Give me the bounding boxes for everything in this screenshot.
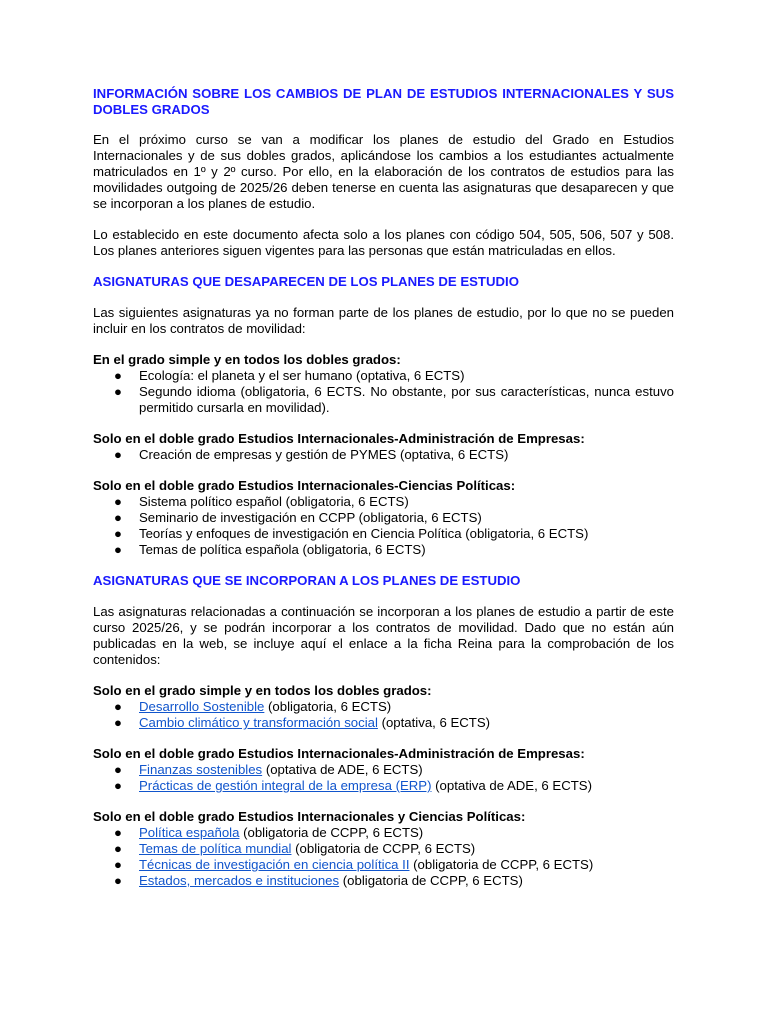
- intro-paragraph-2: Lo establecido en este documento afecta solo a los planes con código 504, 505, 506, 507 y 508. Los planes anteriores siguen vigentes para las personas que están matriculadas en ellos.: [93, 227, 674, 258]
- bullet-icon: ●: [114, 494, 122, 509]
- bullet-icon: ●: [114, 825, 122, 840]
- bullet-icon: ●: [114, 857, 122, 872]
- bullet-icon: ●: [114, 699, 122, 714]
- added-group-1-list: [93, 699, 674, 731]
- list-item: ● Temas de política mundial (obligatoria de CCPP, 6 ECTS): [114, 841, 476, 856]
- removed-group-1-heading: En el grado simple y en todos los dobles grados:: [93, 352, 401, 367]
- section-2-paragraph: Las asignaturas relacionadas a continuación se incorporan a los planes de estudio a partir de este curso 2025/26, y se podrán incorporar a los contratos de movilidad. Dado que no están aún publicadas en la web, se incluye aquí el enlace a la ficha Reina para la comprobación de los contenidos:: [93, 604, 674, 667]
- list-item: ● Cambio climático y transformación social (optativa, 6 ECTS): [114, 715, 491, 730]
- list-item: ● Temas de política española (obligatoria, 6 ECTS): [114, 542, 426, 557]
- bullet-icon: ●: [114, 368, 122, 383]
- subject-link-politica-espanola[interactable]: Política española: [139, 825, 240, 840]
- added-group-2-list: [93, 762, 674, 794]
- subject-link-estados-mercados[interactable]: Estados, mercados e instituciones: [139, 873, 340, 888]
- bullet-icon: ●: [114, 715, 122, 730]
- list-item: ● Técnicas de investigación en ciencia política II (obligatoria de CCPP, 6 ECTS): [114, 857, 594, 872]
- removed-group-3-heading: Solo en el doble grado Estudios Internacionales-Ciencias Políticas:: [93, 478, 516, 493]
- subject-link-tecnicas-investigacion[interactable]: Técnicas de investigación en ciencia política II: [139, 857, 410, 872]
- bullet-icon: ●: [114, 762, 122, 777]
- bullet-icon: ●: [114, 841, 122, 856]
- bullet-icon: ●: [114, 384, 122, 399]
- removed-group-1-list: [93, 368, 674, 416]
- subject-link-practicas-erp[interactable]: Prácticas de gestión integral de la empresa (ERP): [139, 778, 432, 793]
- bullet-icon: ●: [114, 510, 122, 525]
- intro-paragraph-1: En el próximo curso se van a modificar los planes de estudio del Grado en Estudios Internacionales y de sus dobles grados, aplicándose los cambios a los estudiantes actualmente matriculados en 1º y 2º curso. Por ello, en la elaboración de los contratos de estudios para las movilidades outgoing de 2025/26 deben tenerse en cuenta las asignaturas que desaparecen y que se incorporan a los planes de estudio.: [93, 132, 674, 211]
- added-group-1-heading: Solo en el grado simple y en todos los dobles grados:: [93, 683, 432, 698]
- added-group-3-heading: Solo en el doble grado Estudios Internacionales y Ciencias Políticas:: [93, 809, 526, 824]
- removed-group-2-heading: Solo en el doble grado Estudios Internacionales-Administración de Empresas:: [93, 431, 585, 446]
- list-item: ● Ecología: el planeta y el ser humano (optativa, 6 ECTS): [114, 368, 465, 383]
- section-heading-added-subjects: ASIGNATURAS QUE SE INCORPORAN A LOS PLANES DE ESTUDIO: [93, 573, 521, 588]
- subject-link-desarrollo-sostenible[interactable]: Desarrollo Sostenible: [139, 699, 265, 714]
- list-item: ● Finanzas sostenibles (optativa de ADE, 6 ECTS): [114, 762, 423, 777]
- list-item: ● Seminario de investigación en CCPP (obligatoria, 6 ECTS): [114, 510, 482, 525]
- subject-link-cambio-climatico[interactable]: Cambio climático y transformación social: [139, 715, 378, 730]
- bullet-icon: ●: [114, 447, 122, 462]
- list-item: ● Desarrollo Sostenible (obligatoria, 6 ECTS): [114, 699, 392, 714]
- list-item: ● Política española (obligatoria de CCPP, 6 ECTS): [114, 825, 424, 840]
- added-group-2-heading: Solo en el doble grado Estudios Internacionales-Administración de Empresas:: [93, 746, 585, 761]
- document-title: INFORMACIÓN SOBRE LOS CAMBIOS DE PLAN DE ESTUDIOS INTERNACIONALES Y SUS DOBLES GRADOS: [93, 86, 674, 117]
- list-item: ● Segundo idioma (obligatoria, 6 ECTS. No obstante, por sus características, nunca estuvo permitido cursarla en movilidad).: [114, 384, 674, 415]
- section-1-paragraph: Las siguientes asignaturas ya no forman parte de los planes de estudio, por lo que no se pueden incluir en los contratos de movilidad:: [93, 305, 674, 336]
- list-item: ● Teorías y enfoques de investigación en Ciencia Política (obligatoria, 6 ECTS): [114, 526, 589, 541]
- bullet-icon: ●: [114, 778, 122, 793]
- list-item: ● Creación de empresas y gestión de PYMES (optativa, 6 ECTS): [114, 447, 509, 462]
- list-item: ● Prácticas de gestión integral de la empresa (ERP) (optativa de ADE, 6 ECTS): [114, 778, 592, 793]
- subject-link-finanzas-sostenibles[interactable]: Finanzas sostenibles: [139, 762, 263, 777]
- section-heading-removed-subjects: ASIGNATURAS QUE DESAPARECEN DE LOS PLANES DE ESTUDIO: [93, 274, 519, 289]
- list-item: ● Estados, mercados e instituciones (obligatoria de CCPP, 6 ECTS): [114, 873, 523, 888]
- subject-link-temas-politica-mundial[interactable]: Temas de política mundial: [139, 841, 292, 856]
- removed-group-2-list: [93, 447, 674, 463]
- removed-group-3-list: [93, 494, 674, 558]
- bullet-icon: ●: [114, 526, 122, 541]
- list-item: ● Sistema político español (obligatoria, 6 ECTS): [114, 494, 409, 509]
- bullet-icon: ●: [114, 873, 122, 888]
- added-group-3-list: [93, 825, 674, 889]
- bullet-icon: ●: [114, 542, 122, 557]
